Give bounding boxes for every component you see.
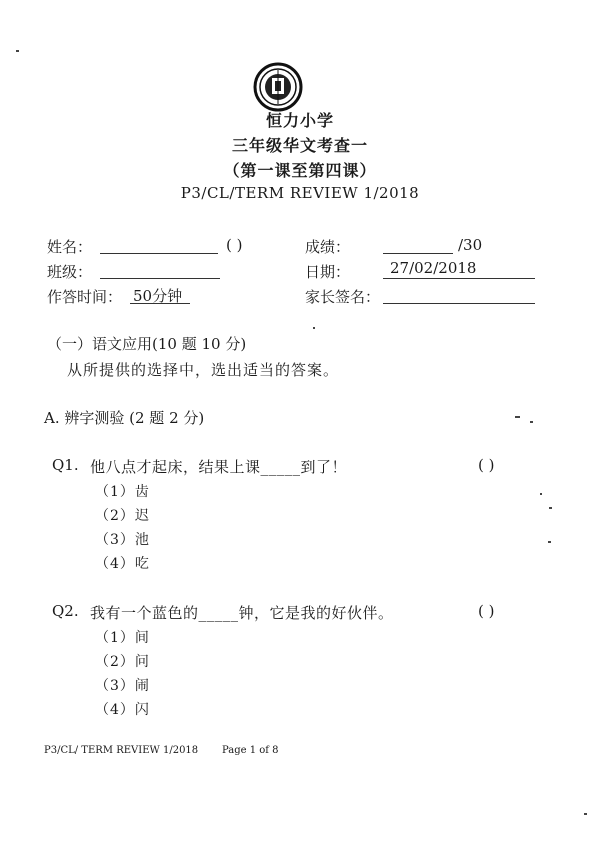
question-number: Q1. bbox=[52, 456, 79, 474]
date-label: 日期： bbox=[305, 263, 351, 281]
scan-speck bbox=[584, 813, 587, 815]
scan-speck bbox=[530, 421, 533, 423]
date-field-line bbox=[383, 278, 535, 279]
option-item: （4）闪 bbox=[95, 702, 150, 718]
name-field[interactable] bbox=[100, 253, 218, 254]
option-item: （4）吃 bbox=[95, 556, 150, 572]
question-text: 他八点才起床，结果上课_____到了！ bbox=[90, 458, 348, 476]
exam-scope: （第一课至第四课） bbox=[223, 161, 377, 180]
time-label: 作答时间： bbox=[47, 288, 123, 306]
answer-paren[interactable]: ( ) bbox=[478, 602, 495, 620]
parent-signature-field[interactable] bbox=[383, 303, 535, 304]
option-item: （2）迟 bbox=[95, 508, 150, 524]
school-name: 恒力小学 bbox=[265, 111, 334, 130]
question-text: 我有一个蓝色的_____钟，它是我的好伙伴。 bbox=[90, 604, 394, 622]
section-title: （一）语文应用(10 题 10 分) bbox=[47, 335, 247, 353]
class-field[interactable] bbox=[100, 278, 220, 279]
scan-speck bbox=[515, 416, 520, 418]
score-total: /30 bbox=[458, 236, 483, 254]
exam-code: P3/CL/TERM REVIEW 1/2018 bbox=[180, 184, 420, 202]
option-item: （3）池 bbox=[95, 532, 150, 548]
score-field[interactable] bbox=[383, 253, 453, 254]
time-value: 50分钟 bbox=[133, 287, 183, 305]
name-label: 姓名： bbox=[47, 238, 93, 256]
school-crest-logo bbox=[253, 62, 303, 112]
time-field-line bbox=[130, 303, 190, 304]
question-number: Q2. bbox=[52, 602, 79, 620]
section-instruction: 从所提供的选择中，选出适当的答案。 bbox=[67, 361, 340, 379]
option-item: （1）间 bbox=[95, 630, 150, 646]
parent-signature-label: 家长签名： bbox=[305, 288, 381, 306]
scan-speck bbox=[540, 493, 542, 495]
date-value: 27/02/2018 bbox=[390, 259, 477, 277]
scan-speck bbox=[548, 541, 551, 543]
class-label: 班级： bbox=[47, 263, 93, 281]
score-label: 成绩： bbox=[305, 238, 351, 256]
part-a-title: A. 辨字测验 (2 题 2 分) bbox=[44, 409, 205, 427]
scan-speck bbox=[313, 327, 315, 329]
footer-page-number: Page 1 of 8 bbox=[222, 745, 279, 756]
footer-code: P3/CL/ TERM REVIEW 1/2018 bbox=[44, 745, 199, 756]
option-item: （3）闹 bbox=[95, 678, 150, 694]
class-number-paren: ( ) bbox=[226, 236, 243, 254]
answer-paren[interactable]: ( ) bbox=[478, 456, 495, 474]
option-item: （1）齿 bbox=[95, 484, 150, 500]
scan-speck bbox=[549, 507, 552, 509]
exam-title: 三年级华文考查一 bbox=[231, 136, 368, 155]
scan-speck bbox=[16, 50, 19, 52]
option-item: （2）问 bbox=[95, 654, 150, 670]
